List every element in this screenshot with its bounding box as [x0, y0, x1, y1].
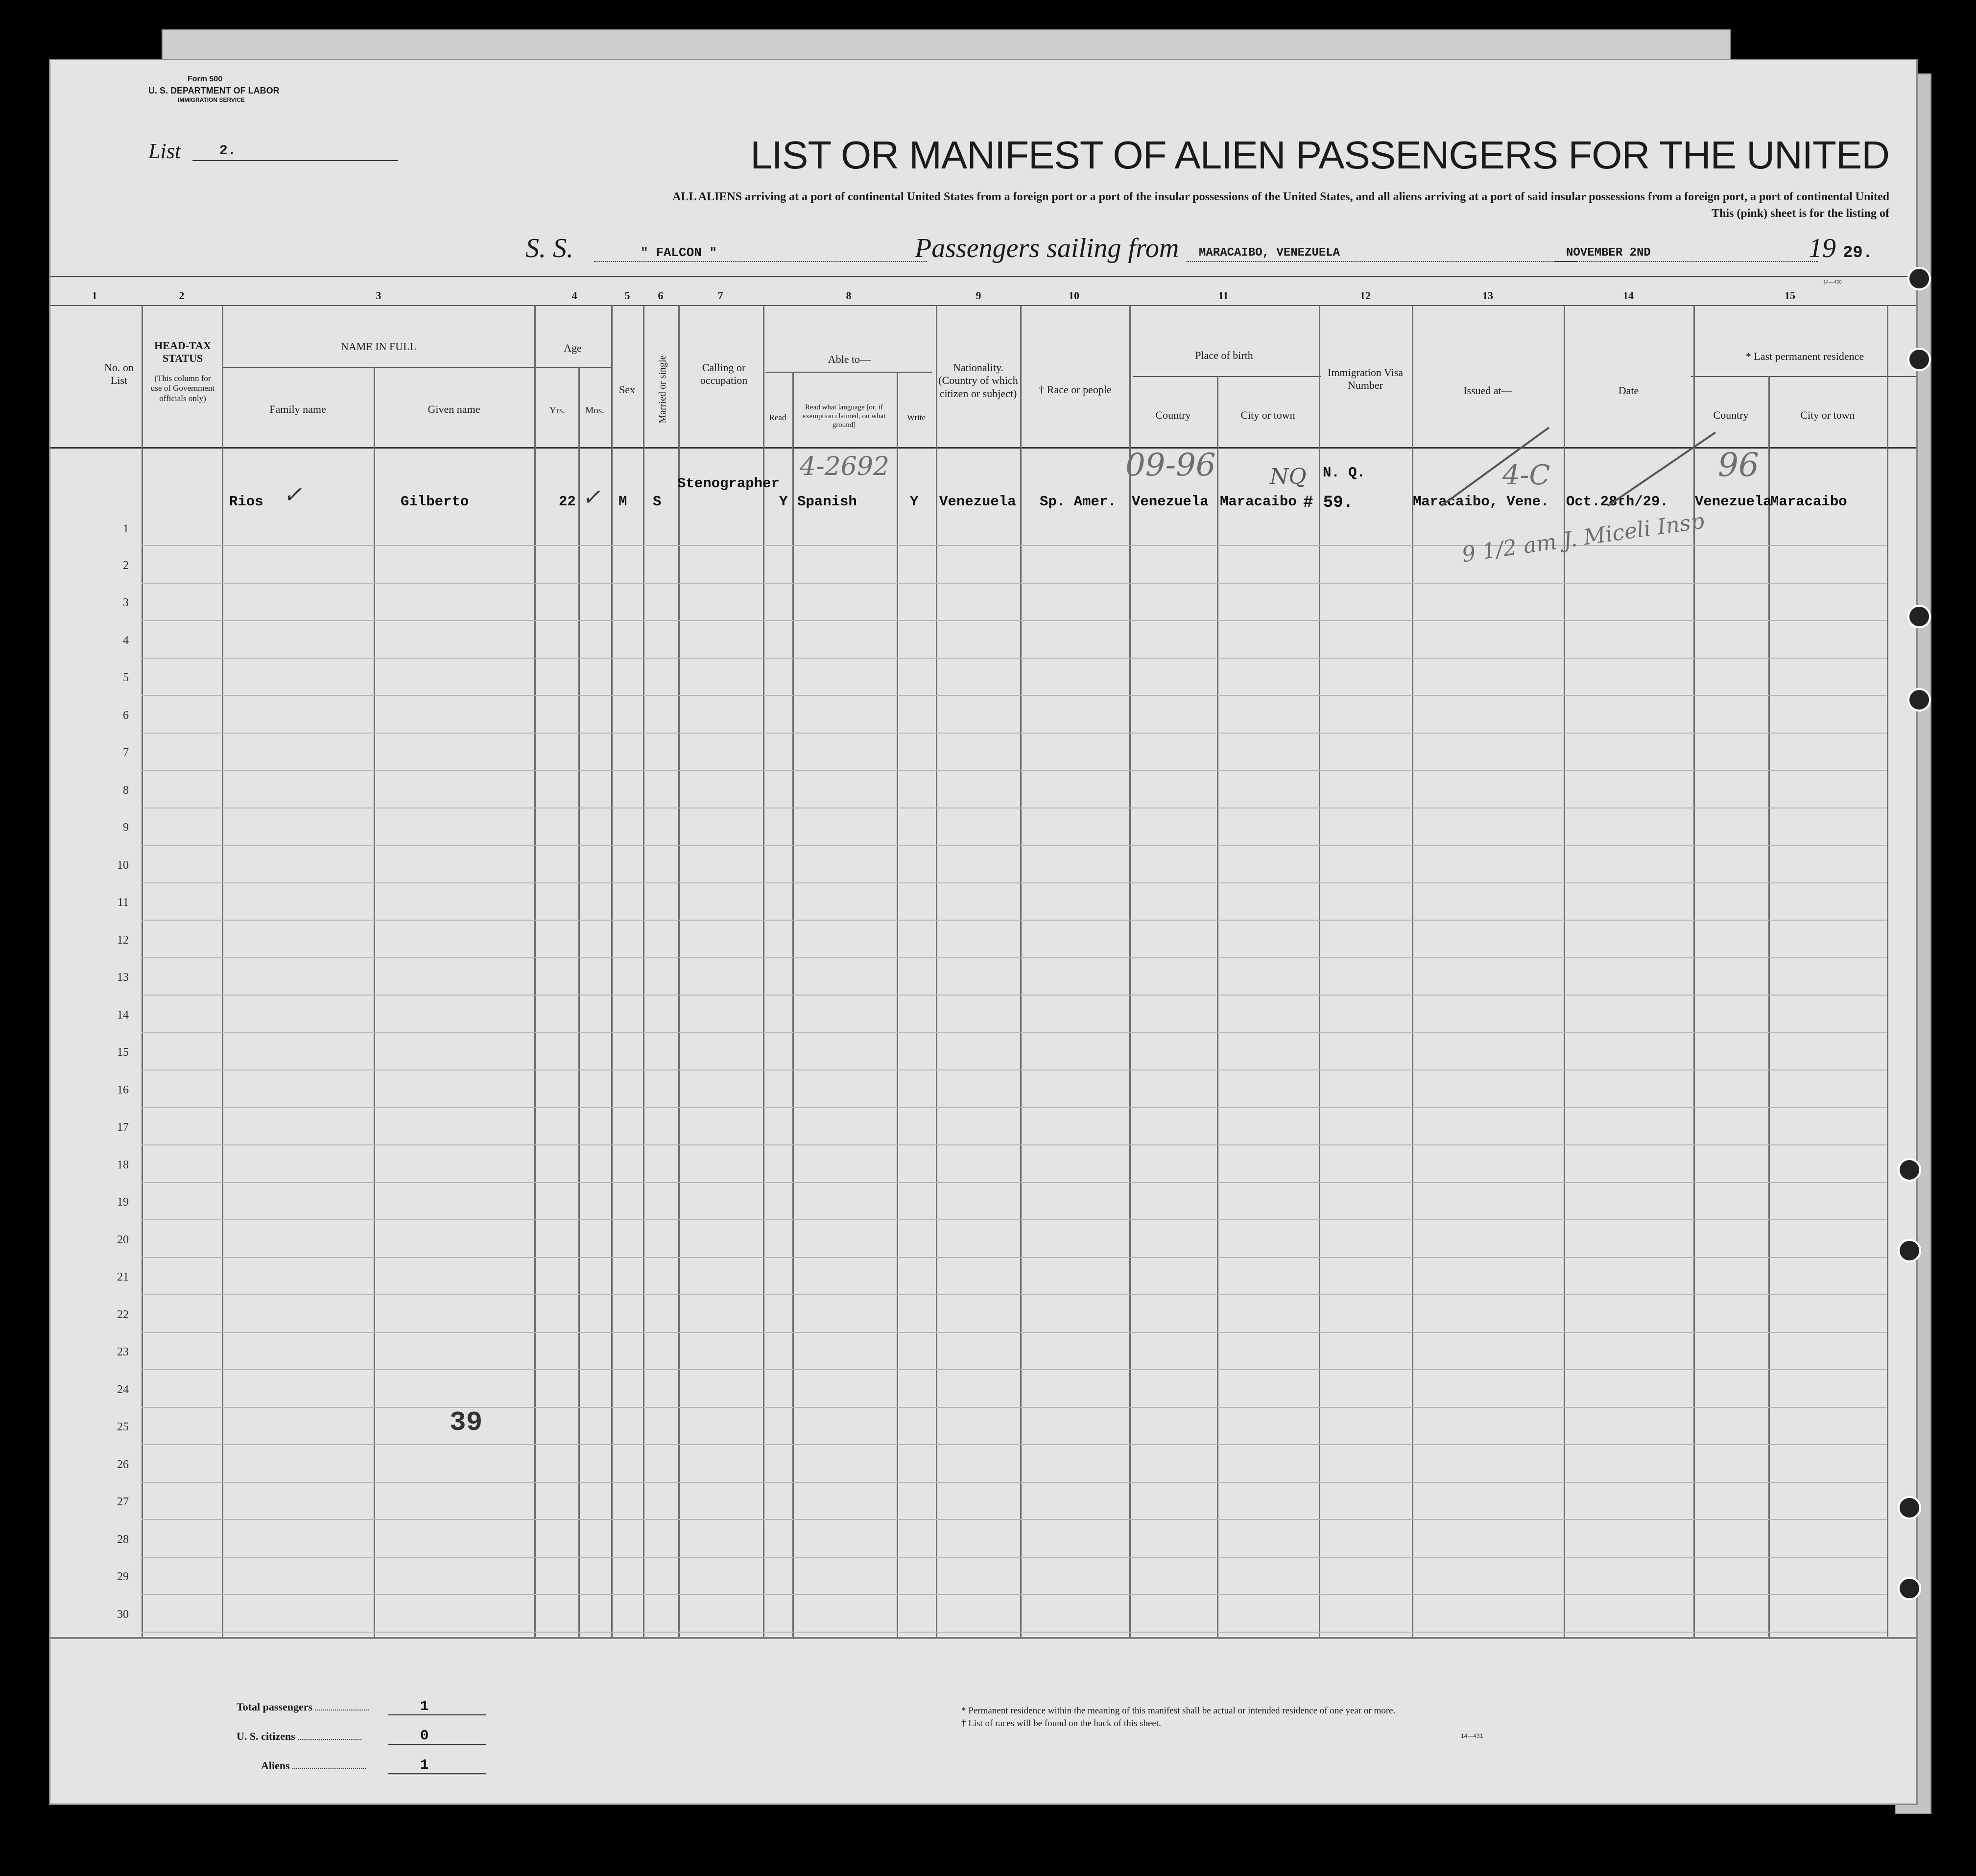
cell-sex: M: [619, 494, 627, 510]
table-bottom-line: [50, 1637, 1916, 1639]
row-number: 1: [123, 522, 129, 535]
ship-name: " FALCON ": [641, 245, 717, 260]
col-line-10: [1129, 305, 1131, 1637]
able-subline: [765, 372, 932, 373]
header-nationality: Nationality. (Country of which citizen or subject): [938, 361, 1018, 400]
date-underline: [1554, 261, 1818, 262]
row-number: 29: [117, 1570, 129, 1583]
row-number: 14: [117, 1008, 129, 1021]
handwritten-nq: NQ: [1270, 464, 1307, 489]
header-place-of-birth: Place of birth: [1195, 349, 1253, 361]
col-number-5: 5: [624, 289, 630, 302]
manifest-sheet: [49, 59, 1918, 1805]
header-able-to: Able to—: [828, 353, 871, 365]
row-line: [142, 1182, 1887, 1183]
row-line: [142, 1369, 1887, 1370]
totals-passengers-underline: [388, 1714, 486, 1715]
cell-visa-number: # 59.: [1303, 494, 1354, 512]
totals-passengers-text: Total passengers: [237, 1701, 313, 1713]
cell-nationality: Venezuela: [939, 494, 1016, 510]
col-line-15b: [1887, 305, 1888, 1637]
corner-code: 14—430: [1823, 280, 1842, 285]
cell-family-name: Rios: [229, 494, 263, 510]
row-number: 12: [117, 933, 129, 947]
col-line-8c: [936, 305, 937, 1637]
col-line-9: [1020, 305, 1022, 1637]
cell-race: Sp. Amer.: [1040, 494, 1117, 510]
row-number: 27: [117, 1496, 129, 1508]
row-line: [142, 1557, 1887, 1558]
row-line: [142, 1482, 1887, 1483]
cell-language: Spanish: [797, 494, 857, 510]
row-line: [142, 1144, 1887, 1145]
col-line-3b: [534, 305, 536, 1637]
row-number: 7: [123, 746, 129, 759]
row-line: [142, 957, 1887, 958]
col-number-11: 11: [1218, 289, 1229, 302]
row-line: [142, 770, 1887, 771]
cell-write: Y: [910, 494, 919, 510]
row-number: 13: [117, 971, 129, 984]
col-number-14: 14: [1623, 289, 1634, 302]
row-line: [142, 658, 1887, 659]
age-subline: [540, 367, 611, 368]
sailing-label: Passengers sailing from: [915, 233, 1179, 263]
list-underline: [192, 160, 398, 161]
row-number: 26: [117, 1458, 129, 1471]
header-name-in-full: NAME IN FULL: [341, 340, 416, 353]
department-name: U. S. DEPARTMENT OF LABOR: [148, 86, 280, 95]
row-number: 18: [117, 1158, 129, 1171]
row-line: [142, 545, 1887, 546]
header-visa-date: Date: [1618, 384, 1639, 397]
header-birth-city: City or town: [1240, 409, 1295, 421]
row-line: [142, 1257, 1887, 1258]
header-sex: Sex: [619, 383, 635, 396]
col-line-4a: [578, 367, 580, 1637]
totals-aliens-text: Aliens: [261, 1759, 290, 1772]
row-number: 28: [117, 1533, 129, 1546]
col-number-15: 15: [1785, 289, 1795, 302]
cell-read: Y: [779, 494, 788, 510]
cell-residence-city: Maracaibo: [1770, 494, 1847, 510]
binder-hole: [1907, 688, 1931, 712]
table-colnum-line: [50, 305, 1916, 306]
row-line: [142, 882, 1887, 883]
binder-hole: [1907, 605, 1931, 628]
row-number: 6: [123, 709, 129, 722]
header-residence-city: City or town: [1800, 409, 1855, 421]
header-residence-country: Country: [1713, 409, 1749, 421]
header-age: Age: [564, 342, 582, 354]
residence-subline: [1691, 376, 1916, 377]
handwritten-slash-strokes: [1402, 423, 1745, 521]
col-number-8: 8: [846, 289, 852, 302]
header-married: Married or single: [657, 355, 668, 424]
ss-label: S. S.: [525, 233, 573, 263]
header-last-residence: * Last permanent residence: [1745, 350, 1864, 362]
check-mark-name: ✓: [283, 481, 302, 508]
row-number: 30: [117, 1608, 129, 1621]
header-read-language: Read what language [or, if exemption claimed, on what ground]: [802, 404, 886, 429]
cell-visa-prefix: N. Q.: [1323, 465, 1366, 481]
handwritten-occupation-code: 4-2692: [800, 452, 889, 481]
row-number: 8: [123, 784, 129, 797]
row-number: 2: [123, 559, 129, 572]
inspector-signature: 9 1/2 am J. Miceli Insp: [1460, 508, 1706, 568]
header-family-name: Family name: [269, 403, 326, 415]
row-line: [142, 1519, 1887, 1520]
cell-visa-date: Oct.28th/29.: [1566, 494, 1668, 510]
year-prefix: 19: [1809, 233, 1836, 263]
col-number-9: 9: [976, 289, 981, 302]
header-given-name: Given name: [428, 403, 480, 415]
totals-aliens-label: [261, 1759, 366, 1772]
row-number: 21: [117, 1271, 129, 1283]
header-head-tax-note: (This column for use of Government officials only): [150, 374, 215, 403]
col-number-1: 1: [92, 289, 97, 302]
binder-hole: [1898, 1577, 1921, 1600]
table-top-line: [50, 275, 1916, 277]
row-number: 23: [117, 1346, 129, 1358]
col-line-11a: [1217, 376, 1218, 1637]
col-line-6: [678, 305, 680, 1637]
header-visa-number: Immigration Visa Number: [1327, 366, 1404, 392]
col-number-3: 3: [376, 289, 381, 302]
port-underline: [1187, 261, 1578, 262]
row-line: [142, 1107, 1887, 1108]
col-line-3a: [374, 367, 375, 1637]
row-line: [142, 920, 1887, 921]
year-suffix: 29.: [1843, 244, 1873, 262]
col-number-12: 12: [1360, 289, 1371, 302]
totals-dots-2: [298, 1739, 361, 1740]
port-name: MARACAIBO, VENEZUELA: [1199, 246, 1340, 260]
row-number: 10: [117, 858, 129, 872]
header-yrs: Yrs.: [549, 405, 566, 416]
header-race: † Race or people: [1039, 383, 1112, 396]
row-number: 15: [117, 1046, 129, 1059]
manifest-subtitle-2: This (pink) sheet is for the listing of: [1712, 207, 1889, 220]
binder-hole: [1898, 1158, 1921, 1182]
cell-issued-at: Maracaibo, Vene.: [1413, 494, 1549, 510]
row-line: [142, 845, 1887, 846]
cell-residence-country: Venezuela: [1695, 494, 1772, 510]
binder-hole: [1898, 1496, 1921, 1520]
footer-code: 14—431: [1461, 1733, 1483, 1739]
row-number: 22: [117, 1308, 129, 1321]
col-line-2: [222, 305, 223, 1637]
col-number-2: 2: [179, 289, 185, 302]
header-read: Read: [769, 413, 786, 422]
footnote-residence: * Permanent residence within the meaning of this manifest shall be actual or intended residence of one year or more.: [961, 1706, 1396, 1716]
birth-subline: [1133, 376, 1321, 377]
col-number-13: 13: [1482, 289, 1493, 302]
col-number-10: 10: [1069, 289, 1079, 302]
row-line: [142, 995, 1887, 996]
row-line: [142, 1632, 1887, 1633]
header-no-on-list: No. on List: [104, 361, 134, 387]
row-number: 5: [123, 671, 129, 684]
row-line: [142, 1407, 1887, 1408]
col-line-8b: [897, 372, 898, 1637]
manifest-title: LIST OR MANIFEST OF ALIEN PASSENGERS FOR THE UNITED: [750, 133, 1889, 177]
totals-aliens-value: 1: [420, 1757, 429, 1773]
totals-aliens-underline: [388, 1773, 486, 1775]
list-number: 2.: [219, 143, 236, 159]
col-line-7: [763, 305, 764, 1637]
row-line: [142, 695, 1887, 696]
totals-citizens-label: [237, 1730, 361, 1743]
handwritten-issued-code: 4-C: [1502, 459, 1550, 491]
binder-hole: [1907, 348, 1931, 371]
totals-dots-3: [292, 1768, 366, 1769]
col-line-1: [142, 305, 143, 1637]
row-line: [142, 1444, 1887, 1445]
header-birth-country: Country: [1155, 409, 1191, 421]
header-issued-at: Issued at—: [1463, 384, 1512, 397]
totals-citizens-value: 0: [420, 1728, 429, 1744]
totals-passengers-label: [237, 1701, 369, 1713]
binder-hole: [1907, 267, 1931, 290]
row-number: 19: [117, 1196, 129, 1209]
cell-given-name: Gilberto: [401, 494, 469, 510]
row-line: [142, 1219, 1887, 1220]
totals-citizens-underline: [388, 1744, 486, 1745]
header-write: Write: [906, 413, 926, 422]
list-label: List: [148, 139, 181, 163]
header-calling: Calling or occupation: [700, 361, 748, 387]
col-line-4b: [611, 305, 613, 1637]
row-number: 20: [117, 1233, 129, 1246]
stamp-number: 39: [450, 1407, 483, 1438]
cell-age-years: 22: [559, 494, 576, 510]
footnote-races: † List of races will be found on the back of this sheet.: [961, 1718, 1161, 1729]
handwritten-birth-code: 09-96: [1125, 447, 1216, 483]
row-number: 9: [123, 821, 129, 834]
service-name: IMMIGRATION SERVICE: [178, 96, 245, 103]
cell-birth-country: Venezuela: [1132, 494, 1209, 510]
binder-hole: [1898, 1239, 1921, 1262]
handwritten-residence-code: 96: [1718, 446, 1759, 484]
row-number: 17: [117, 1121, 129, 1134]
header-mos: Mos.: [585, 405, 604, 416]
row-line: [142, 1069, 1887, 1070]
row-number: 16: [117, 1083, 129, 1096]
cell-occupation: Stenographer: [677, 475, 780, 492]
row-line: [142, 733, 1887, 734]
row-number: 3: [123, 596, 129, 609]
row-number: 11: [117, 896, 129, 909]
row-number: 25: [117, 1421, 129, 1433]
row-line: [142, 583, 1887, 584]
col-number-7: 7: [717, 289, 723, 302]
row-line: [142, 620, 1887, 621]
totals-passengers-value: 1: [420, 1698, 429, 1714]
row-number: 24: [117, 1383, 129, 1396]
row-line: [142, 1294, 1887, 1295]
col-line-8a: [792, 372, 794, 1637]
totals-citizens-text: U. S. citizens: [237, 1730, 295, 1742]
form-number: Form 500: [188, 75, 223, 83]
col-line-5: [643, 305, 644, 1637]
manifest-subtitle: ALL ALIENS arriving at a port of continental United States from a foreign port or a port of the insular possessions of the United States, and all aliens arriving at a port of said insular possessions from a foreign port, a port of continental United: [672, 190, 1889, 203]
cell-birth-city: Maracaibo: [1220, 494, 1297, 510]
row-line: [142, 1594, 1887, 1595]
cell-married: S: [653, 494, 662, 510]
col-number-6: 6: [658, 289, 664, 302]
col-number-4: 4: [571, 289, 577, 302]
sailing-date: NOVEMBER 2ND: [1566, 246, 1651, 260]
ship-underline: [594, 261, 927, 262]
col-line-15a: [1768, 376, 1770, 1637]
row-number: 4: [123, 634, 129, 647]
row-line: [142, 807, 1887, 808]
row-line: [142, 1332, 1887, 1333]
header-head-tax: HEAD-TAX STATUS: [154, 339, 211, 365]
row-line: [142, 1032, 1887, 1033]
check-mark-age: ✓: [582, 484, 601, 510]
